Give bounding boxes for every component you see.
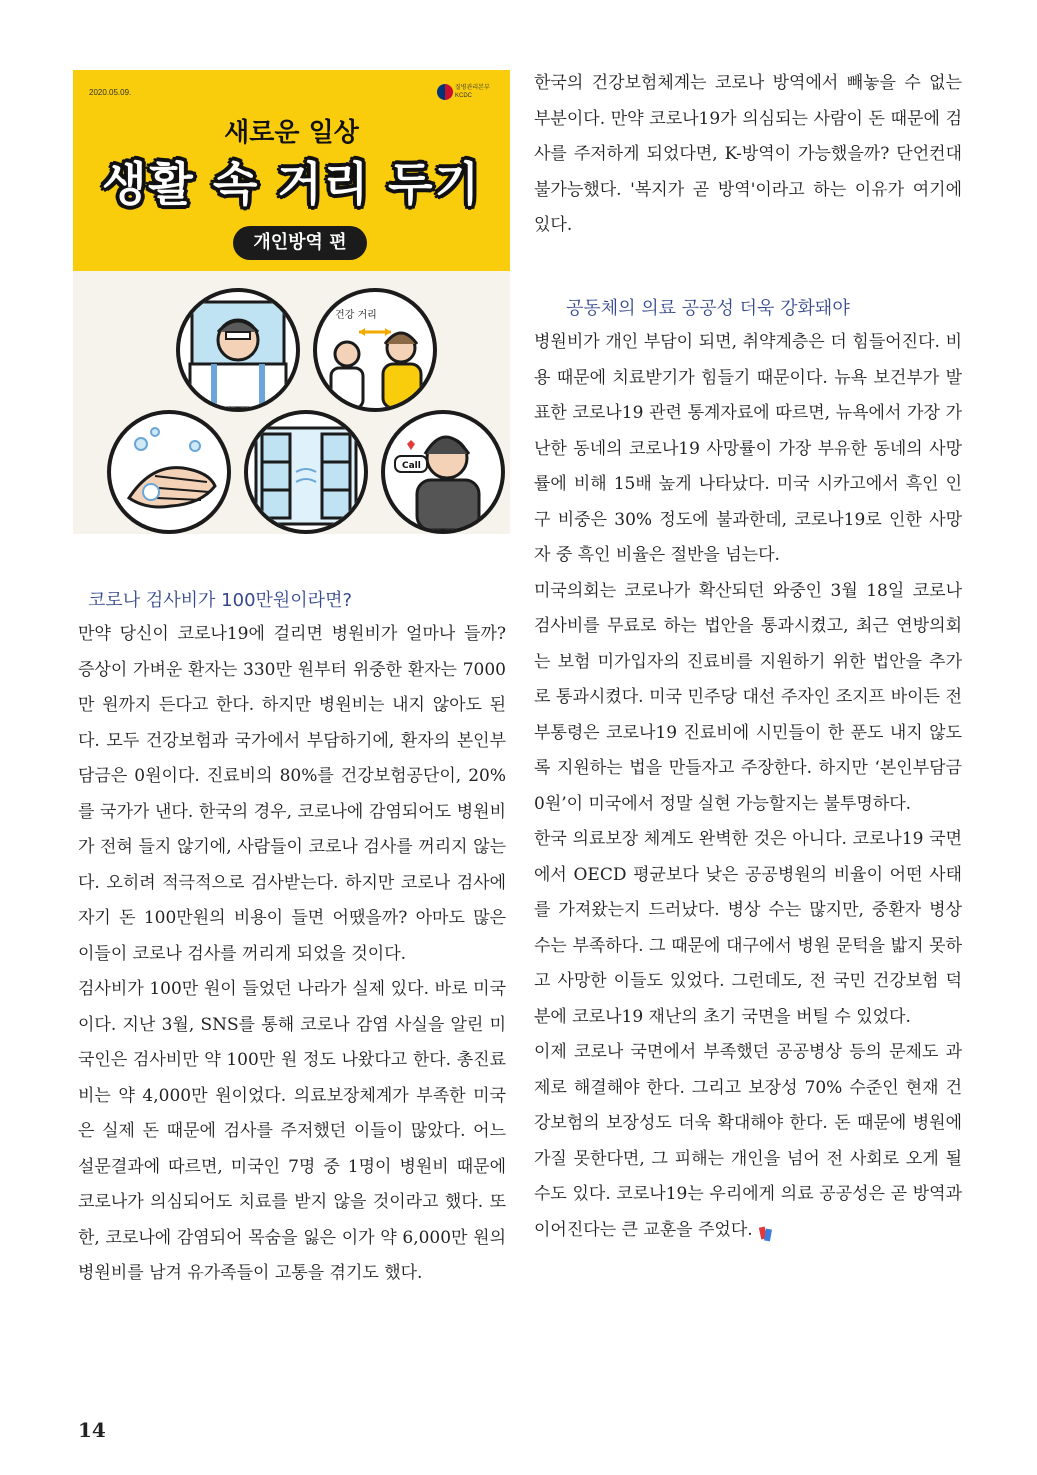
poster-badge: 개인방역 편 xyxy=(233,226,367,260)
sick-patient-icon xyxy=(176,288,300,412)
left-paragraph-2: 검사비가 100만 원이 들었던 나라가 실제 있다. 바로 미국이다. 지난 3월, SNS를 통해 코로나 감염 사실을 알린 미국인은 검사비만 약 100만 원 정도 나왔다고 한다. 총진료비는 약 4,000만 원이었다. 의료보장체계가 부족한 미국은 실제 돈 때문에 검사를 주저했던 이들이 많았다. 어느 설문결과에 따르면, 미국인 7명 중 1명이 병원비 때문에 코로나가 의심되어도 치료를 받지 않을 것이라고 했다. 또한, 코로나에 감염되어 목숨을 잃은 이가 약 6,000만 원의 병원비를 남겨 유가족들이 고통을 겪기도 했다. xyxy=(78,979,506,1283)
right-intro xyxy=(534,66,962,244)
page-number: 14 xyxy=(78,1418,106,1442)
handwash-icon xyxy=(107,410,231,534)
distance-icon xyxy=(313,288,437,412)
right-section-heading: 공동체의 의료 공공성 더욱 강화돼야 xyxy=(566,298,850,319)
left-body xyxy=(78,617,506,1292)
right-paragraph-4-wrap xyxy=(534,1035,962,1248)
left-section-heading: 코로나 검사비가 100만원이라면? xyxy=(88,590,353,611)
poster-title-small: 새로운 일상 xyxy=(224,118,359,148)
right-paragraph-4: 이제 코로나 국면에서 부족했던 공공병상 등의 문제도 과제로 해결해야 한다. 그리고 보장성 70% 수준인 현재 건강보험의 보장성도 더욱 확대해야 한다. 돈 때문에 병원에 가질 못한다면, 그 피해는 개인을 넘어 전 사회로 오게 될 수도 있다. 코로나19는 우리에게 의료 공공성은 곧 방역과 이어진다는 큰 교훈을 주었다. xyxy=(534,1042,962,1240)
poster-date: 2020.05.09. xyxy=(89,88,132,97)
call-label: Call xyxy=(402,461,421,471)
poster-org-name: 질병관리본부 xyxy=(455,85,490,91)
right-paragraph-3: 한국 의료보장 체계도 완벽한 것은 아니다. 코로나19 국면에서 OECD 평균보다 낮은 공공병원의 비율이 어떤 사태를 가져왔는지 드러났다. 병상 수는 많지만, 중환자 병상 수는 부족하다. 그 때문에 대구에서 병원 문턱을 밟지 못하고 사망한 이들도 있었다. 그런데도, 전 국민 건강보험 덕분에 코로나19 재난의 초기 국면을 버틸 수 있었다. xyxy=(534,829,962,1027)
kcdc-emblem-icon xyxy=(437,84,453,100)
phone-call-icon xyxy=(381,410,505,534)
window-ventilation-icon xyxy=(244,410,368,534)
right-body xyxy=(534,325,962,1248)
poster-title-big: 생활 속 거리 두기 xyxy=(101,157,482,211)
infographic-poster xyxy=(73,70,510,534)
poster-org xyxy=(455,84,490,100)
right-paragraph-2: 미국의회는 코로나가 확산되던 와중인 3월 18일 코로나 검사비를 무료로 하는 법안을 통과시켰고, 최근 연방의회는 보험 미가입자의 진료비를 지원하기 위한 법안을 추가로 통과시켰다. 미국 민주당 대선 주자인 조지프 바이든 전 부통령은 코로나19 진료비에 시민들이 한 푼도 내지 않도록 지원하는 법을 만들자고 주장한다. 하지만 ‘본인부담금 0원’이 미국에서 정말 실현 가능할지는 불투명하다. xyxy=(534,580,962,814)
left-paragraph-1: 만약 당신이 코로나19에 걸리면 병원비가 얼마나 들까? 증상이 가벼운 환자는 330만 원부터 위중한 환자는 7000만 원까지 든다고 한다. 하지만 병원비는 내지 않아도 된다. 모두 건강보험과 국가에서 부담하기에, 환자의 본인부담금은 0원이다. 진료비의 80%를 건강보험공단이, 20%를 국가가 낸다. 한국의 경우, 코로나에 감염되어도 병원비가 전혀 들지 않기에, 사람들이 코로나 검사를 꺼리지 않는다. 오히려 적극적으로 검사받는다. 하지만 코로나 검사에 자기 돈 100만원의 비용이 들면 어땠을까? 아마도 많은 이들이 코로나 검사를 꺼리게 되었을 것이다. xyxy=(78,624,506,964)
poster-org-abbr: KCDC xyxy=(455,93,473,99)
distance-label: 건강 거리 xyxy=(335,310,377,321)
right-paragraph-0: 한국의 건강보험체계는 코로나 방역에서 빼놓을 수 없는 부분이다. 만약 코로나19가 의심되는 사람이 돈 때문에 검사를 주저하게 되었다면, K-방역이 가능했을까? 단언컨대 불가능했다. '복지가 곧 방역'이라고 하는 이유가 여기에 있다. xyxy=(534,73,962,235)
end-mark-icon xyxy=(759,1221,773,1239)
right-paragraph-1: 병원비가 개인 부담이 되면, 취약계층은 더 힘들어진다. 비용 때문에 치료받기가 힘들기 때문이다. 뉴욕 보건부가 발표한 코로나19 관련 통계자료에 따르면, 뉴욕에서 가장 가난한 동네의 코로나19 사망률이 가장 부유한 동네의 사망률에 비해 15배 높게 나타났다. 미국 시카고에서 흑인 인구 비중은 30% 정도에 불과한데, 코로나19로 인한 사망자 중 흑인 비율은 절반을 넘는다. xyxy=(534,332,962,565)
